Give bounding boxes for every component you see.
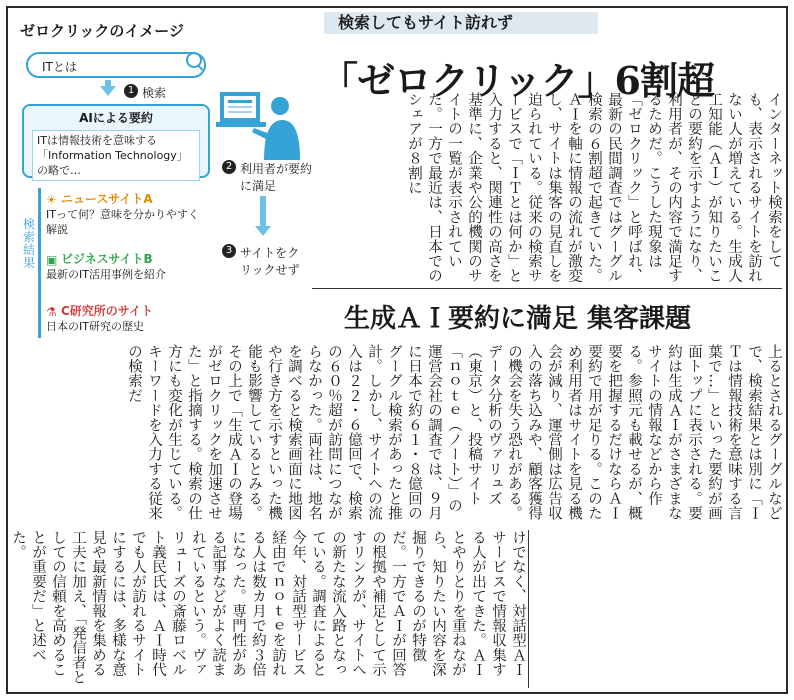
search-result <box>46 304 206 334</box>
result-description: 最新のIT活用事例を紹介 <box>46 268 166 281</box>
ai-summary-box <box>22 104 210 178</box>
step-3-label: サイトをクリックせず <box>240 246 300 277</box>
main-headline: 「ゼロクリック」6割超 <box>320 58 714 103</box>
briefcase-icon: ▣ <box>46 253 58 267</box>
step-number-3: 3 <box>222 244 236 258</box>
search-result <box>46 252 206 282</box>
result-title: ビジネスサイトB <box>61 252 153 266</box>
article-top-block: インターネット検索をしても、表示されるサイトを訪れない人が増えている。生成人工知能（ＡＩ）が知りたいことの要約を示すようになり、利用者が、その内容で満足するためだ。こうした現象は「ゼロクリック」と呼ばれ、最新の民間調査ではグーグル検索の６割超で起きていた。ＡＩを軸に情報の流れが激変し、サイトは集客の見直しを迫られている。従来の検索サービスで「ＩＴとは何か」と入力すると、関連性の高さを基準に、企業や公的機関のサイトの一覧が表示されていた。一方で最近は、日本でのシェアが８割に <box>406 92 782 284</box>
ai-summary-heading: AIによる要約 <box>79 111 153 125</box>
arrow-stem <box>260 196 266 226</box>
result-title: C研究所のサイト <box>61 304 153 318</box>
search-result <box>46 192 206 237</box>
article-middle-block: 上るとされるグーグルなどで、検索結果とは別に「ＩＴは情報技術を意味する言葉で…」といった要約が画面トップに表示される。要約は生成ＡＩがさまざまなサイトの情報などから作る。参照元も載せるが、概要を把握するだけならＡＩ要約で用が足りる。このため利用者はサイトを見る機会が減り、運営側は広告収入の落ち込みや、顧客獲得の機会を失う恐れがある。データ分析のヴァリュズ（東京）と、投稿サイト「ｎｏｔｅ（ノート）」の運営会社の調査では、９月に日本で約６１・８億回のグーグル検索があったと推計。しかし、サイトへの流入は２２・６億回で、検索の６０％超が訪問につながらなかった。両社は、地名を調べると検索画面に地図や行き方を示すといった機能も影響しているとみる。その上で「生成ＡＩの登場がゼロクリックを加速させた」と指摘する。検索の仕方にも変化が生じている。キーワードを入力する従来の検索だ <box>126 344 782 521</box>
user-at-computer-icon <box>214 88 306 168</box>
down-arrow-icon <box>100 86 116 96</box>
flask-icon: ⚗ <box>46 305 57 319</box>
results-bar <box>38 188 41 338</box>
article-bottom-block: けでなく、対話型ＡＩサービスで情報収集する人が出てきた。ＡＩとやりとりを重ねながら、知りたい内容を深掘りできるのが特徴だ。一方でＡＩが回答の根拠や補足として示すリンクが、サイトへの新たな流入路となっている。調査によると今年、対話型サービス経由でｎｏｔｅを訪れる人は数カ月で約３倍になった。専門性がある記事などがよく読まれているという。ヴァリューズの斎藤ロベルト義民氏は、ＡＩ時代でも人が訪れるサイトにするには、多様な意見や最新情報を集める工夫に加え、「発信者としての信頼を高めることが重要だ」と述べた。 <box>10 530 526 685</box>
sub-headline: 生成ＡＩ要約に満足 集客課題 <box>344 304 692 334</box>
ai-summary-text: ITは情報技術を意味する「Information Technology」の略で… <box>32 130 200 181</box>
step-number-1: 1 <box>124 84 138 98</box>
step-1 <box>124 84 166 101</box>
step-number-2: 2 <box>222 160 236 174</box>
result-description: 日本のIT研究の歴史 <box>46 320 144 333</box>
result-title: ニュースサイトA <box>61 192 153 206</box>
step-1-label: 検索 <box>142 86 167 100</box>
search-query: ITとは <box>42 60 77 74</box>
sun-icon: ☀ <box>46 193 57 207</box>
divider <box>312 288 782 289</box>
kicker-headline: 検索してもサイト訪れず <box>324 12 598 34</box>
search-results-label: 検索結果 <box>22 217 35 270</box>
step-3 <box>222 244 302 278</box>
infographic-title: ゼロクリックのイメージ <box>20 22 184 40</box>
result-description: ITって何？意味を分かりやすく解説 <box>46 208 199 236</box>
step-2-label: 利用者が要約に満足 <box>240 162 313 193</box>
step-2 <box>222 160 312 194</box>
search-icon <box>186 52 202 68</box>
zero-click-infographic <box>8 8 313 350</box>
search-box <box>26 52 206 78</box>
divider <box>528 530 529 688</box>
down-arrow-icon <box>255 226 271 236</box>
